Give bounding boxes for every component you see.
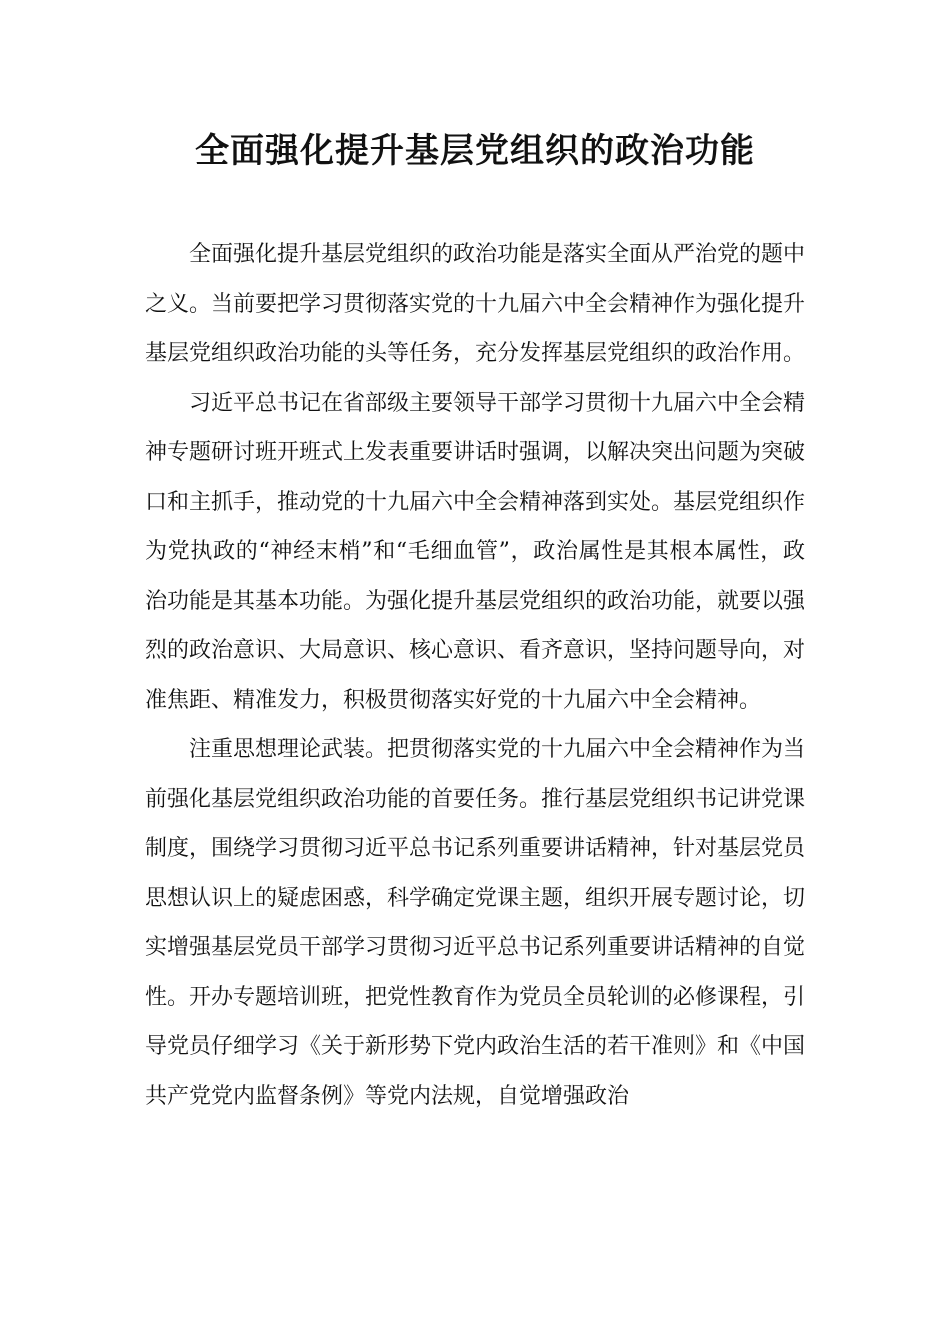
paragraph-2: 习近平总书记在省部级主要领导干部学习贯彻十九届六中全会精神专题研讨班开班式上发表重要讲话时强调，以解决突出问题为突破口和主抓手，推动党的十九届六中全会精神落到实处。基层党组织作为党执政的“神经末梢”和“毛细血管”，政治属性是其根本属性，政治功能是其基本功能。为强化提升基层党组织的政治功能，就要以强烈的政治意识、大局意识、核心意识、看齐意识，坚持问题导向，对准焦距、精准发力，积极贯彻落实好党的十九届六中全会精神。 [145,390,806,713]
document-body [145,230,805,1121]
paragraph-3: 注重思想理论武装。把贯彻落实党的十九届六中全会精神作为当前强化基层党组织政治功能的首要任务。推行基层党组织书记讲党课制度，围绕学习贯彻习近平总书记系列重要讲话精神，针对基层党员思想认识上的疑虑困惑，科学确定党课主题，组织开展专题讨论，切实增强基层党员干部学习贯彻习近平总书记系列重要讲话精神的自觉性。开办专题培训班，把党性教育作为党员全员轮训的必修课程，引导党员仔细学习《关于新形势下党内政治生活的若干准则》和《中国共产党党内监督条例》等党内法规，自觉增强政治 [145,737,806,1109]
document-title: 全面强化提升基层党组织的政治功能 [195,131,755,171]
paragraph-1: 全面强化提升基层党组织的政治功能是落实全面从严治党的题中之义。当前要把学习贯彻落实党的十九届六中全会精神作为强化提升基层党组织政治功能的头等任务，充分发挥基层党组织的政治作用。 [145,242,806,366]
